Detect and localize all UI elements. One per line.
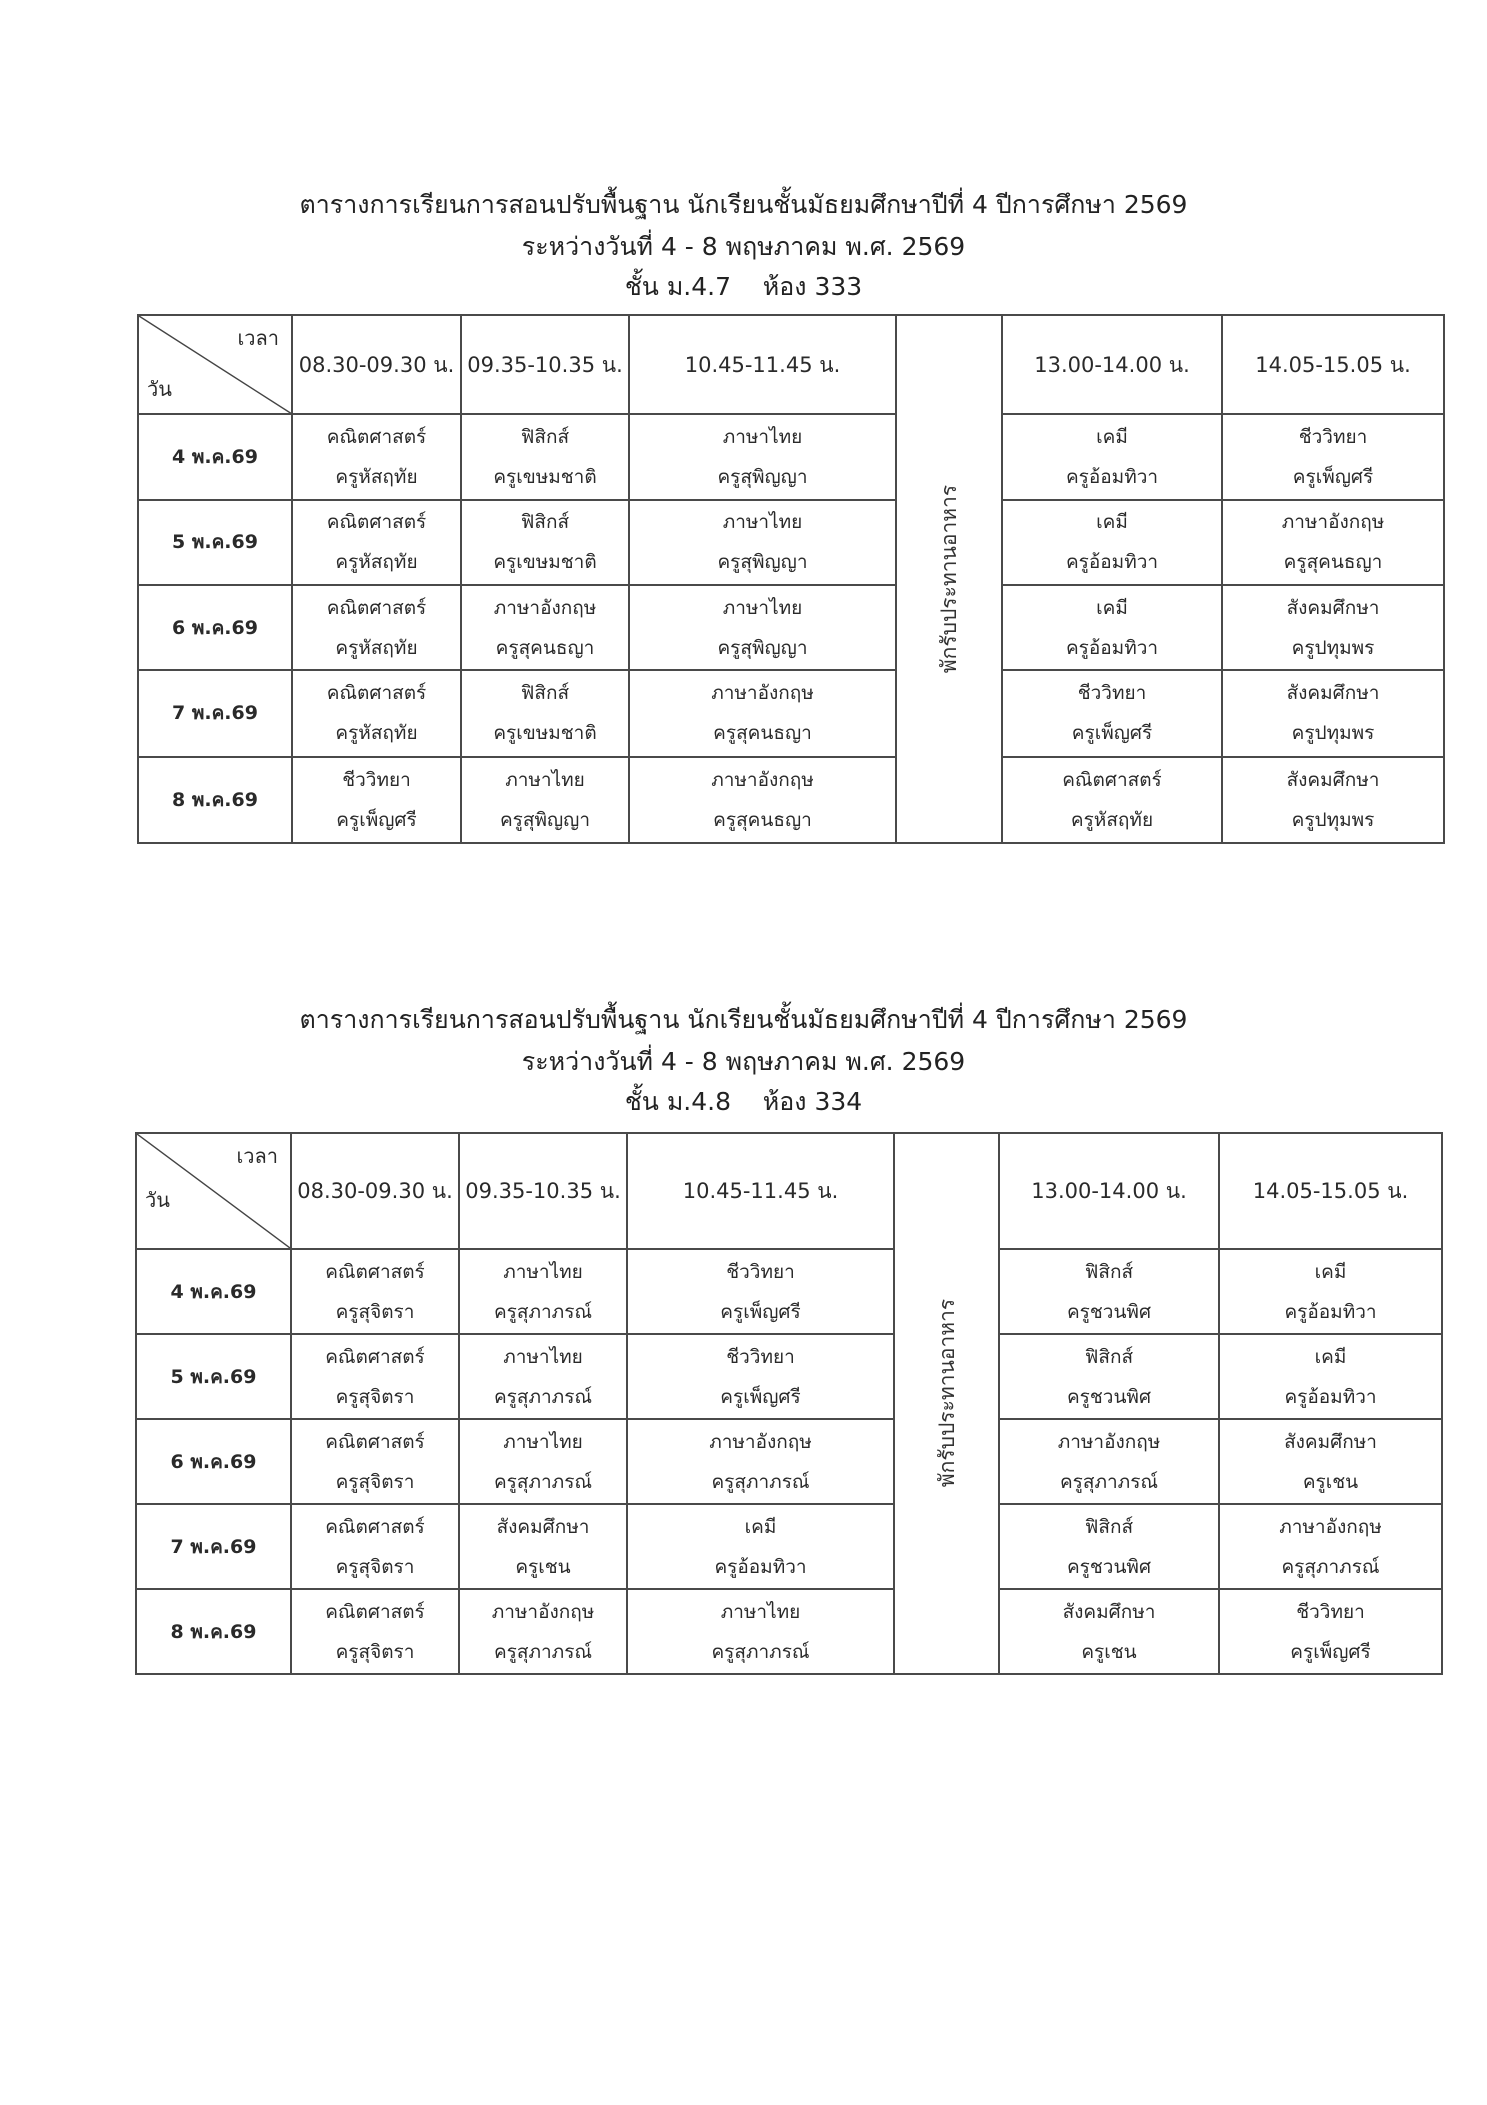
subject: ฟิสิกส์ <box>1084 1260 1134 1283</box>
schedule-table-2 <box>135 1132 1443 1675</box>
teacher: ครูอ้อมทิวา <box>1284 1385 1377 1408</box>
teacher: ครูหัสฤทัย <box>335 636 418 659</box>
date-cell: 4 พ.ค.69 <box>138 414 292 499</box>
class-cell <box>629 757 896 843</box>
teacher: ครูสุพิญญา <box>717 551 808 574</box>
subject: สังคมศึกษา <box>1286 768 1380 791</box>
teacher: ครูเขษมชาติ <box>493 466 597 489</box>
table-row <box>138 757 1444 843</box>
schedule-class-room: ชั้น ม.4.7 ห้อง 333 <box>624 272 863 301</box>
period-header: 10.45-11.45 น. <box>627 1133 894 1249</box>
subject: ฟิสิกส์ <box>1084 1515 1134 1538</box>
teacher: ครูเชน <box>1081 1640 1137 1663</box>
period-header: 08.30-09.30 น. <box>291 1133 459 1249</box>
date-cell: 6 พ.ค.69 <box>136 1419 291 1504</box>
teacher: ครูสุจิตรา <box>335 1470 415 1493</box>
subject: ภาษาไทย <box>722 511 803 534</box>
teacher: ครูสุจิตรา <box>335 1555 415 1578</box>
teacher: ครูสุคนธญา <box>713 808 812 831</box>
subject: ภาษาอังกฤษ <box>1057 1430 1161 1453</box>
table-row <box>138 585 1444 670</box>
class-cell <box>459 1249 627 1334</box>
class-cell <box>999 1589 1219 1674</box>
subject: ฟิสิกส์ <box>520 682 570 705</box>
subject: ภาษาอังกฤษ <box>711 768 814 791</box>
teacher: ครูเขษมชาติ <box>493 551 597 574</box>
schedule-date-range: ระหว่างวันที่ 4 - 8 พฤษภาคม พ.ศ. 2569 <box>521 1047 966 1076</box>
subject: ชีววิทยา <box>1077 682 1147 705</box>
class-cell <box>1002 757 1222 843</box>
subject: ฟิสิกส์ <box>1084 1345 1134 1368</box>
subject: ภาษาไทย <box>503 1430 583 1453</box>
teacher: ครูชวนพิศ <box>1066 1555 1152 1578</box>
lunch-break-label: พักรับประทานอาหาร <box>937 484 961 674</box>
subject: เคมี <box>744 1515 777 1538</box>
teacher: ครูปทุมพร <box>1291 636 1375 659</box>
period-header: 09.35-10.35 น. <box>459 1133 627 1249</box>
class-cell <box>459 1419 627 1504</box>
date-cell: 4 พ.ค.69 <box>136 1249 291 1334</box>
subject: เคมี <box>1096 596 1128 619</box>
subject: เคมี <box>1096 426 1128 449</box>
subject: คณิตศาสตร์ <box>325 1345 425 1368</box>
class-cell <box>291 1419 459 1504</box>
class-cell <box>1222 757 1444 843</box>
teacher: ครูสุพิญญา <box>717 466 808 489</box>
teacher: ครูสุพิญญา <box>717 636 808 659</box>
subject: คณิตศาสตร์ <box>325 1600 425 1623</box>
class-cell <box>1219 1249 1442 1334</box>
class-cell <box>1002 414 1222 499</box>
subject: ภาษาอังกฤษ <box>709 1430 812 1453</box>
teacher: ครูหัสฤทัย <box>335 722 418 745</box>
table-row <box>136 1589 1442 1674</box>
subject: คณิตศาสตร์ <box>326 426 427 449</box>
subject: สังคมศึกษา <box>1286 682 1380 705</box>
class-cell <box>1222 414 1444 499</box>
subject: เคมี <box>1314 1260 1347 1283</box>
class-cell <box>461 585 629 670</box>
subject: ชีววิทยา <box>726 1345 795 1368</box>
class-cell <box>999 1419 1219 1504</box>
period-header: 08.30-09.30 น. <box>292 315 461 414</box>
class-cell <box>627 1589 894 1674</box>
subject: ชีววิทยา <box>726 1260 795 1283</box>
corner-day-label: วัน <box>147 377 172 402</box>
teacher: ครูหัสฤทัย <box>1070 808 1154 831</box>
class-cell <box>292 414 461 499</box>
subject: ชีววิทยา <box>1296 1600 1365 1623</box>
class-cell <box>999 1249 1219 1334</box>
subject: ภาษาไทย <box>505 768 585 791</box>
class-cell <box>999 1334 1219 1419</box>
class-cell <box>292 500 461 585</box>
class-cell <box>292 757 461 843</box>
class-cell <box>1219 1504 1442 1589</box>
schedule-title: ตารางการเรียนการสอนปรับพื้นฐาน นักเรียนชั้นมัธยมศึกษาปีที่ 4 ปีการศึกษา 2569 <box>299 1005 1188 1034</box>
header-row <box>138 315 1444 414</box>
class-cell <box>1222 585 1444 670</box>
teacher: ครูสุคนธญา <box>1283 551 1383 574</box>
class-cell <box>627 1249 894 1334</box>
period-header: 13.00-14.00 น. <box>999 1133 1219 1249</box>
teacher: ครูเชน <box>1302 1470 1359 1493</box>
class-cell <box>629 585 896 670</box>
period-header: 10.45-11.45 น. <box>629 315 896 414</box>
schedule-date-range: ระหว่างวันที่ 4 - 8 พฤษภาคม พ.ศ. 2569 <box>521 232 966 261</box>
subject: คณิตศาสตร์ <box>325 1260 425 1283</box>
schedule-table-1 <box>137 314 1445 844</box>
header-row <box>136 1133 1442 1249</box>
lunch-break-label: พักรับประทานอาหาร <box>934 1298 959 1487</box>
corner-time-label: เวลา <box>236 1144 278 1168</box>
corner-time-label: เวลา <box>237 326 279 350</box>
subject: คณิตศาสตร์ <box>326 511 427 534</box>
subject: ภาษาอังกฤษ <box>1279 1515 1382 1538</box>
period-header: 13.00-14.00 น. <box>1002 315 1222 414</box>
corner-cell <box>136 1133 291 1249</box>
class-cell <box>1002 585 1222 670</box>
teacher: ครูชวนพิศ <box>1066 1385 1152 1408</box>
teacher: ครูอ้อมทิวา <box>1065 466 1159 489</box>
teacher: ครูปทุมพร <box>1291 808 1375 831</box>
date-cell: 8 พ.ค.69 <box>136 1589 291 1674</box>
teacher: ครูเพ็ญศรี <box>1290 1640 1371 1663</box>
date-cell: 5 พ.ค.69 <box>138 500 292 585</box>
class-cell <box>1219 1419 1442 1504</box>
class-cell <box>291 1249 459 1334</box>
schedule-class-room: ชั้น ม.4.8 ห้อง 334 <box>624 1087 863 1116</box>
subject: คณิตศาสตร์ <box>1062 768 1162 791</box>
subject: ภาษาอังกฤษ <box>491 1600 595 1623</box>
teacher: ครูชวนพิศ <box>1066 1300 1152 1323</box>
subject: สังคมศึกษา <box>1284 1430 1377 1453</box>
table-row <box>138 500 1444 585</box>
subject: ภาษาอังกฤษ <box>1281 511 1385 534</box>
teacher: ครูสุภาภรณ์ <box>493 1385 593 1408</box>
teacher: ครูสุจิตรา <box>335 1385 415 1408</box>
class-cell <box>1002 500 1222 585</box>
subject: คณิตศาสตร์ <box>326 682 427 705</box>
class-cell <box>459 1334 627 1419</box>
teacher: ครูหัสฤทัย <box>335 466 418 489</box>
subject: คณิตศาสตร์ <box>325 1430 425 1453</box>
date-cell: 7 พ.ค.69 <box>136 1504 291 1589</box>
subject: ภาษาอังกฤษ <box>493 596 597 619</box>
teacher: ครูอ้อมทิวา <box>714 1555 807 1578</box>
table-row <box>136 1419 1442 1504</box>
corner-day-label: วัน <box>145 1188 170 1212</box>
period-header: 14.05-15.05 น. <box>1222 315 1444 414</box>
table-row <box>138 670 1444 756</box>
class-cell <box>291 1589 459 1674</box>
subject: สังคมศึกษา <box>1286 596 1380 619</box>
class-cell <box>292 670 461 756</box>
schedule-title: ตารางการเรียนการสอนปรับพื้นฐาน นักเรียนชั้นมัธยมศึกษาปีที่ 4 ปีการศึกษา 2569 <box>299 190 1188 219</box>
teacher: ครูสุภาภรณ์ <box>711 1470 810 1493</box>
class-cell <box>1002 670 1222 756</box>
teacher: ครูเพ็ญศรี <box>720 1300 801 1323</box>
subject: ภาษาไทย <box>722 426 803 449</box>
class-cell <box>1222 670 1444 756</box>
teacher: ครูสุจิตรา <box>335 1300 415 1323</box>
class-cell <box>627 1334 894 1419</box>
teacher: ครูสุพิญญา <box>499 808 591 831</box>
schedule-heading-1 <box>0 188 1487 303</box>
teacher: ครูหัสฤทัย <box>335 551 418 574</box>
class-cell <box>291 1334 459 1419</box>
corner-cell <box>138 315 292 414</box>
subject: ภาษาไทย <box>503 1260 583 1283</box>
class-cell <box>461 757 629 843</box>
teacher: ครูเขษมชาติ <box>493 722 597 745</box>
teacher: ครูเพ็ญศรี <box>720 1385 801 1408</box>
teacher: ครูสุจิตรา <box>335 1640 415 1663</box>
class-cell <box>627 1419 894 1504</box>
subject: ชีววิทยา <box>1298 426 1368 449</box>
teacher: ครูสุคนธญา <box>495 636 595 659</box>
table-row <box>136 1504 1442 1589</box>
class-cell <box>461 670 629 756</box>
class-cell <box>459 1589 627 1674</box>
teacher: ครูเพ็ญศรี <box>1292 466 1374 489</box>
class-cell <box>1219 1589 1442 1674</box>
subject: ชีววิทยา <box>342 768 411 791</box>
lunch-break-cell <box>894 1133 999 1674</box>
date-cell: 7 พ.ค.69 <box>138 670 292 756</box>
table-row <box>136 1249 1442 1334</box>
date-cell: 6 พ.ค.69 <box>138 585 292 670</box>
class-cell <box>999 1504 1219 1589</box>
class-cell <box>629 670 896 756</box>
subject: สังคมศึกษา <box>1062 1600 1156 1623</box>
teacher: ครูสุภาภรณ์ <box>1059 1470 1159 1493</box>
subject: สังคมศึกษา <box>496 1515 590 1538</box>
class-cell <box>291 1504 459 1589</box>
class-cell <box>292 585 461 670</box>
subject: ฟิสิกส์ <box>520 511 570 534</box>
subject: ภาษาไทย <box>503 1345 583 1368</box>
class-cell <box>1219 1334 1442 1419</box>
schedule-heading-2 <box>0 1003 1487 1118</box>
class-cell <box>1222 500 1444 585</box>
subject: ภาษาไทย <box>722 596 803 619</box>
teacher: ครูสุภาภรณ์ <box>493 1300 593 1323</box>
subject: เคมี <box>1096 511 1128 534</box>
teacher: ครูสุภาภรณ์ <box>493 1640 593 1663</box>
teacher: ครูปทุมพร <box>1291 722 1375 745</box>
subject: เคมี <box>1314 1345 1347 1368</box>
period-header: 14.05-15.05 น. <box>1219 1133 1442 1249</box>
table-row <box>138 414 1444 499</box>
date-cell: 8 พ.ค.69 <box>138 757 292 843</box>
subject: ฟิสิกส์ <box>520 426 570 449</box>
teacher: ครูเพ็ญศรี <box>1071 722 1153 745</box>
class-cell <box>459 1504 627 1589</box>
class-cell <box>461 500 629 585</box>
teacher: ครูเชน <box>515 1555 571 1578</box>
class-cell <box>627 1504 894 1589</box>
date-cell: 5 พ.ค.69 <box>136 1334 291 1419</box>
subject: คณิตศาสตร์ <box>325 1515 425 1538</box>
table-row <box>136 1334 1442 1419</box>
subject: คณิตศาสตร์ <box>326 596 427 619</box>
lunch-break-cell <box>896 315 1002 843</box>
teacher: ครูเพ็ญศรี <box>336 808 417 831</box>
teacher: ครูอ้อมทิวา <box>1065 636 1159 659</box>
teacher: ครูสุคนธญา <box>713 722 812 745</box>
subject: ภาษาไทย <box>720 1600 801 1623</box>
teacher: ครูสุภาภรณ์ <box>1281 1555 1380 1578</box>
subject: ภาษาอังกฤษ <box>711 682 814 705</box>
teacher: ครูอ้อมทิวา <box>1284 1300 1377 1323</box>
class-cell <box>629 500 896 585</box>
teacher: ครูอ้อมทิวา <box>1065 551 1159 574</box>
class-cell <box>461 414 629 499</box>
period-header: 09.35-10.35 น. <box>461 315 629 414</box>
class-cell <box>629 414 896 499</box>
teacher: ครูสุภาภรณ์ <box>493 1470 593 1493</box>
teacher: ครูสุภาภรณ์ <box>711 1640 810 1663</box>
